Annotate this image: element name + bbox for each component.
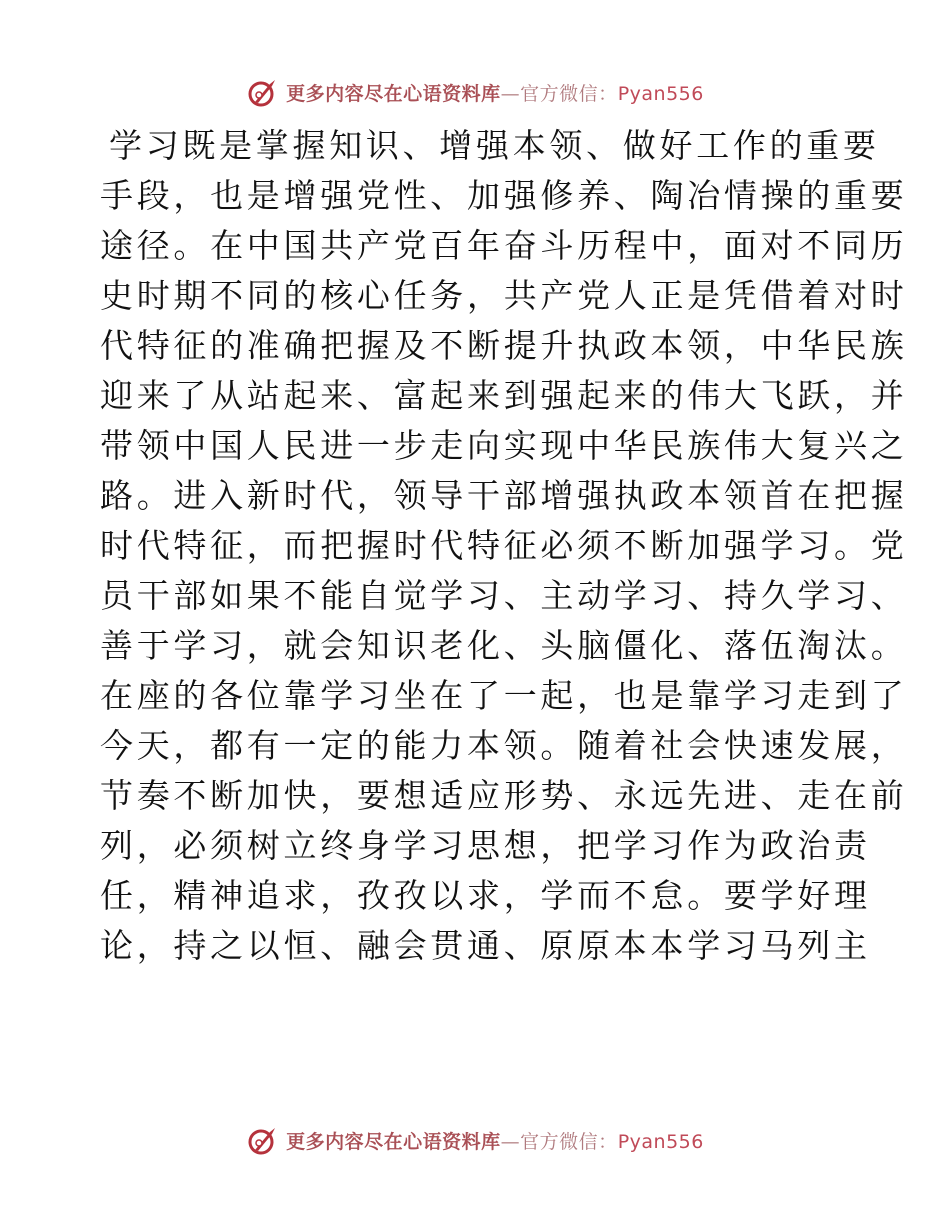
text-line: 员干部如果不能自觉学习、主动学习、持久学习、 bbox=[100, 576, 908, 615]
text-line: 时代特征，而把握时代特征必须不断加强学习。党 bbox=[100, 526, 908, 565]
text-line: 节奏不断加快，要想适应形势、永远先进、走在前 bbox=[100, 776, 908, 815]
text-line: 在座的各位靠学习坐在了一起，也是靠学习走到了 bbox=[100, 676, 908, 715]
text-line: 代特征的准确把握及不断提升执政本领，中华民族 bbox=[100, 326, 908, 365]
header-banner bbox=[0, 72, 950, 112]
text-line: 学习既是掌握知识、增强本领、做好工作的重要 bbox=[109, 126, 880, 165]
text-line: 史时期不同的核心任务，共产党人正是凭借着对时 bbox=[100, 276, 908, 315]
banner-library-text: 更多内容尽在心语资料库 bbox=[286, 82, 501, 105]
text-line: 论，持之以恒、融会贯通、原原本本学习马列主 bbox=[100, 926, 871, 965]
text-line: 途径。在中国共产党百年奋斗历程中，面对不同历 bbox=[100, 226, 908, 265]
text-line: 带领中国人民进一步走向实现中华民族伟大复兴之 bbox=[100, 426, 908, 465]
banner-official-label: 官方微信： bbox=[520, 82, 618, 105]
text-line: 今天，都有一定的能力本领。随着社会快速发展， bbox=[100, 726, 908, 765]
banner-library-text: 更多内容尽在心语资料库 bbox=[286, 1130, 501, 1153]
brush-pen-logo-icon bbox=[246, 75, 280, 109]
text-line: 路。进入新时代，领导干部增强执政本领首在把握 bbox=[100, 476, 908, 515]
text-line: 列，必须树立终身学习思想，把学习作为政治责 bbox=[100, 826, 871, 865]
banner-separator: — bbox=[500, 82, 521, 105]
banner-wechat-id: Pyan556 bbox=[617, 82, 704, 105]
text-line: 手段，也是增强党性、加强修养、陶冶情操的重要 bbox=[100, 176, 908, 215]
brush-pen-logo-icon bbox=[246, 1123, 280, 1157]
text-line: 任，精神追求，孜孜以求，学而不怠。要学好理 bbox=[100, 876, 871, 915]
text-line: 迎来了从站起来、富起来到强起来的伟大飞跃，并 bbox=[100, 376, 908, 415]
banner-official-label: 官方微信： bbox=[520, 1130, 618, 1153]
banner-wechat-id: Pyan556 bbox=[617, 1130, 704, 1153]
footer-banner bbox=[0, 1120, 950, 1160]
text-line: 善于学习，就会知识老化、头脑僵化、落伍淘汰。 bbox=[100, 626, 908, 665]
document-body bbox=[100, 121, 908, 971]
banner-separator: — bbox=[500, 1130, 521, 1153]
